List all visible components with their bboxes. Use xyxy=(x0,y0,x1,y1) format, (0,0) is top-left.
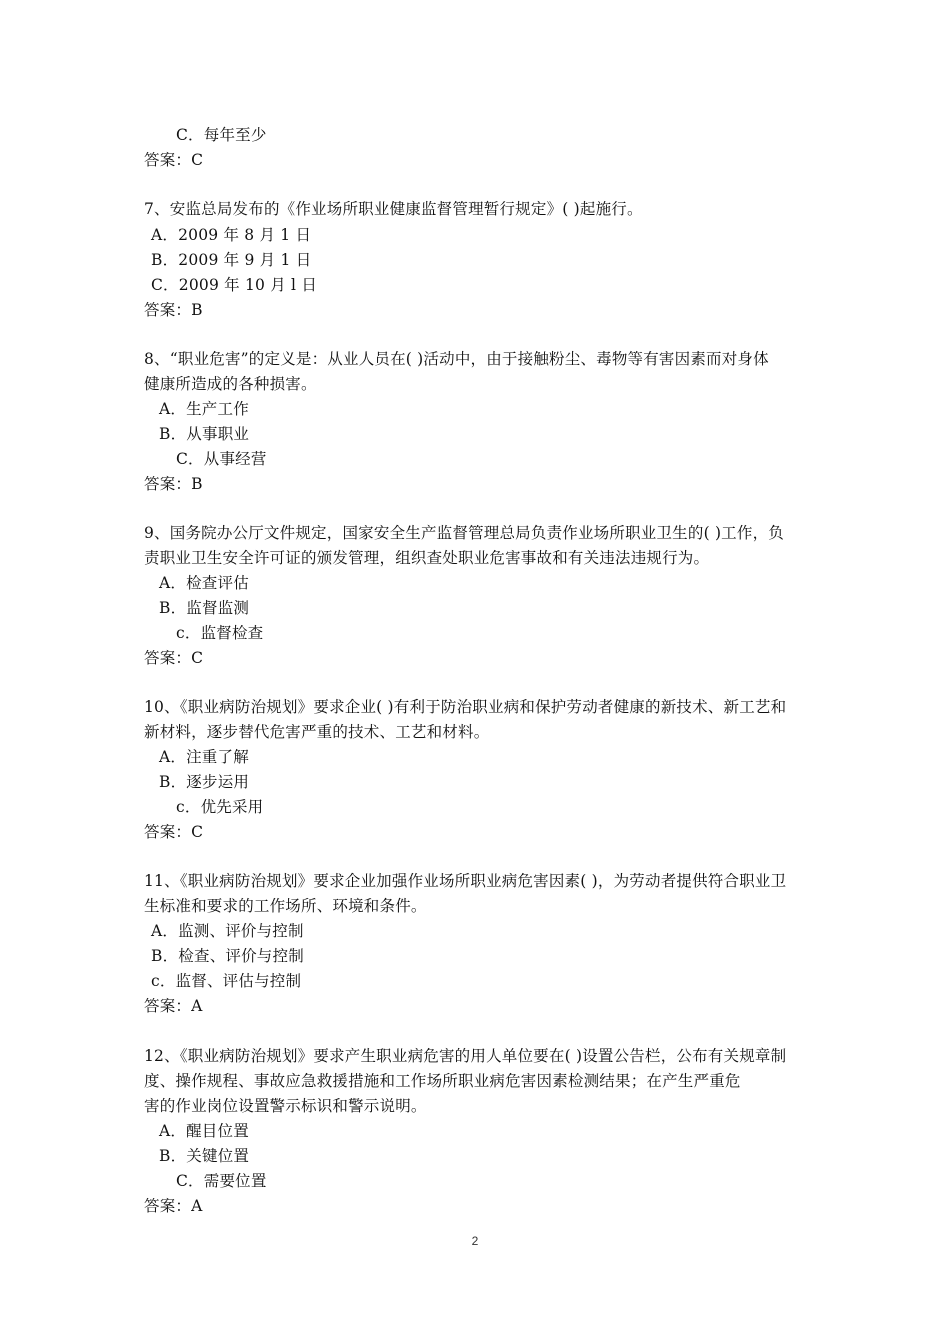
option-c: C．2009 年 10 月 l 日 xyxy=(151,276,318,294)
option-a: A．2009 年 8 月 1 日 xyxy=(151,226,312,244)
option-b: B．逐步运用 xyxy=(159,773,250,791)
question-9-cont: 责职业卫生安全许可证的颁发管理，组织查处职业危害事故和有关违法违规行为。 xyxy=(144,549,710,567)
option-a: A．监测、评价与控制 xyxy=(151,922,304,940)
question-10: 10、《职业病防治规划》要求企业( )有利于防治职业病和保护劳动者健康的新技术、新工艺和 xyxy=(144,698,787,716)
option-c: c．监督检查 xyxy=(176,624,264,642)
answer-line: 答案：C xyxy=(144,823,204,841)
option-b: B．检查、评价与控制 xyxy=(151,947,304,965)
answer-line: 答案：C xyxy=(144,649,204,667)
option-b: B．监督监测 xyxy=(159,599,250,617)
question-9: 9、国务院办公厅文件规定，国家安全生产监督管理总局负责作业场所职业卫生的( )工作，负 xyxy=(144,524,784,542)
question-10-cont: 新材料，逐步替代危害严重的技术、工艺和材料。 xyxy=(144,723,490,741)
question-11-cont: 生标准和要求的工作场所、环境和条件。 xyxy=(144,897,427,915)
question-12-cont: 害的作业岗位设置警示标识和警示说明。 xyxy=(144,1097,427,1115)
option-a: A．注重了解 xyxy=(159,748,249,766)
question-8: 8、“职业危害”的定义是：从业人员在( )活动中，由于接触粉尘、毒物等有害因素而对身体 xyxy=(144,350,769,368)
option-b: B．关键位置 xyxy=(159,1147,250,1165)
question-12-cont: 度、操作规程、事故应急救援措施和工作场所职业病危害因素检测结果；在产生严重危 xyxy=(144,1072,741,1090)
answer-line: 答案：B xyxy=(144,475,203,493)
question-11: 11、《职业病防治规划》要求企业加强作业场所职业病危害因素( )，为劳动者提供符合职业卫 xyxy=(144,872,787,890)
question-12: 12、《职业病防治规划》要求产生职业病危害的用人单位要在( )设置公告栏，公布有关规章制 xyxy=(144,1047,787,1065)
option-c: c．监督、评估与控制 xyxy=(151,972,302,990)
option-b: B．从事职业 xyxy=(159,425,250,443)
option-c: C．从事经营 xyxy=(176,450,267,468)
question-8-cont: 健康所造成的各种损害。 xyxy=(144,375,317,393)
option-a: A．检查评估 xyxy=(159,574,249,592)
option-c: C．需要位置 xyxy=(176,1172,267,1190)
answer-line: 答案：B xyxy=(144,301,203,319)
answer-line: 答案：A xyxy=(144,1197,203,1215)
option-a: A．生产工作 xyxy=(159,400,249,418)
option-a: A．醒目位置 xyxy=(159,1122,249,1140)
answer-line: 答案：C xyxy=(144,151,204,169)
option-b: B．2009 年 9 月 1 日 xyxy=(151,251,312,269)
page-number: 2 xyxy=(471,1234,479,1248)
option-c: C．每年至少 xyxy=(176,126,267,144)
question-7: 7、安监总局发布的《作业场所职业健康监督管理暂行规定》( )起施行。 xyxy=(144,200,643,218)
answer-line: 答案：A xyxy=(144,997,203,1015)
option-c: c．优先采用 xyxy=(176,798,264,816)
